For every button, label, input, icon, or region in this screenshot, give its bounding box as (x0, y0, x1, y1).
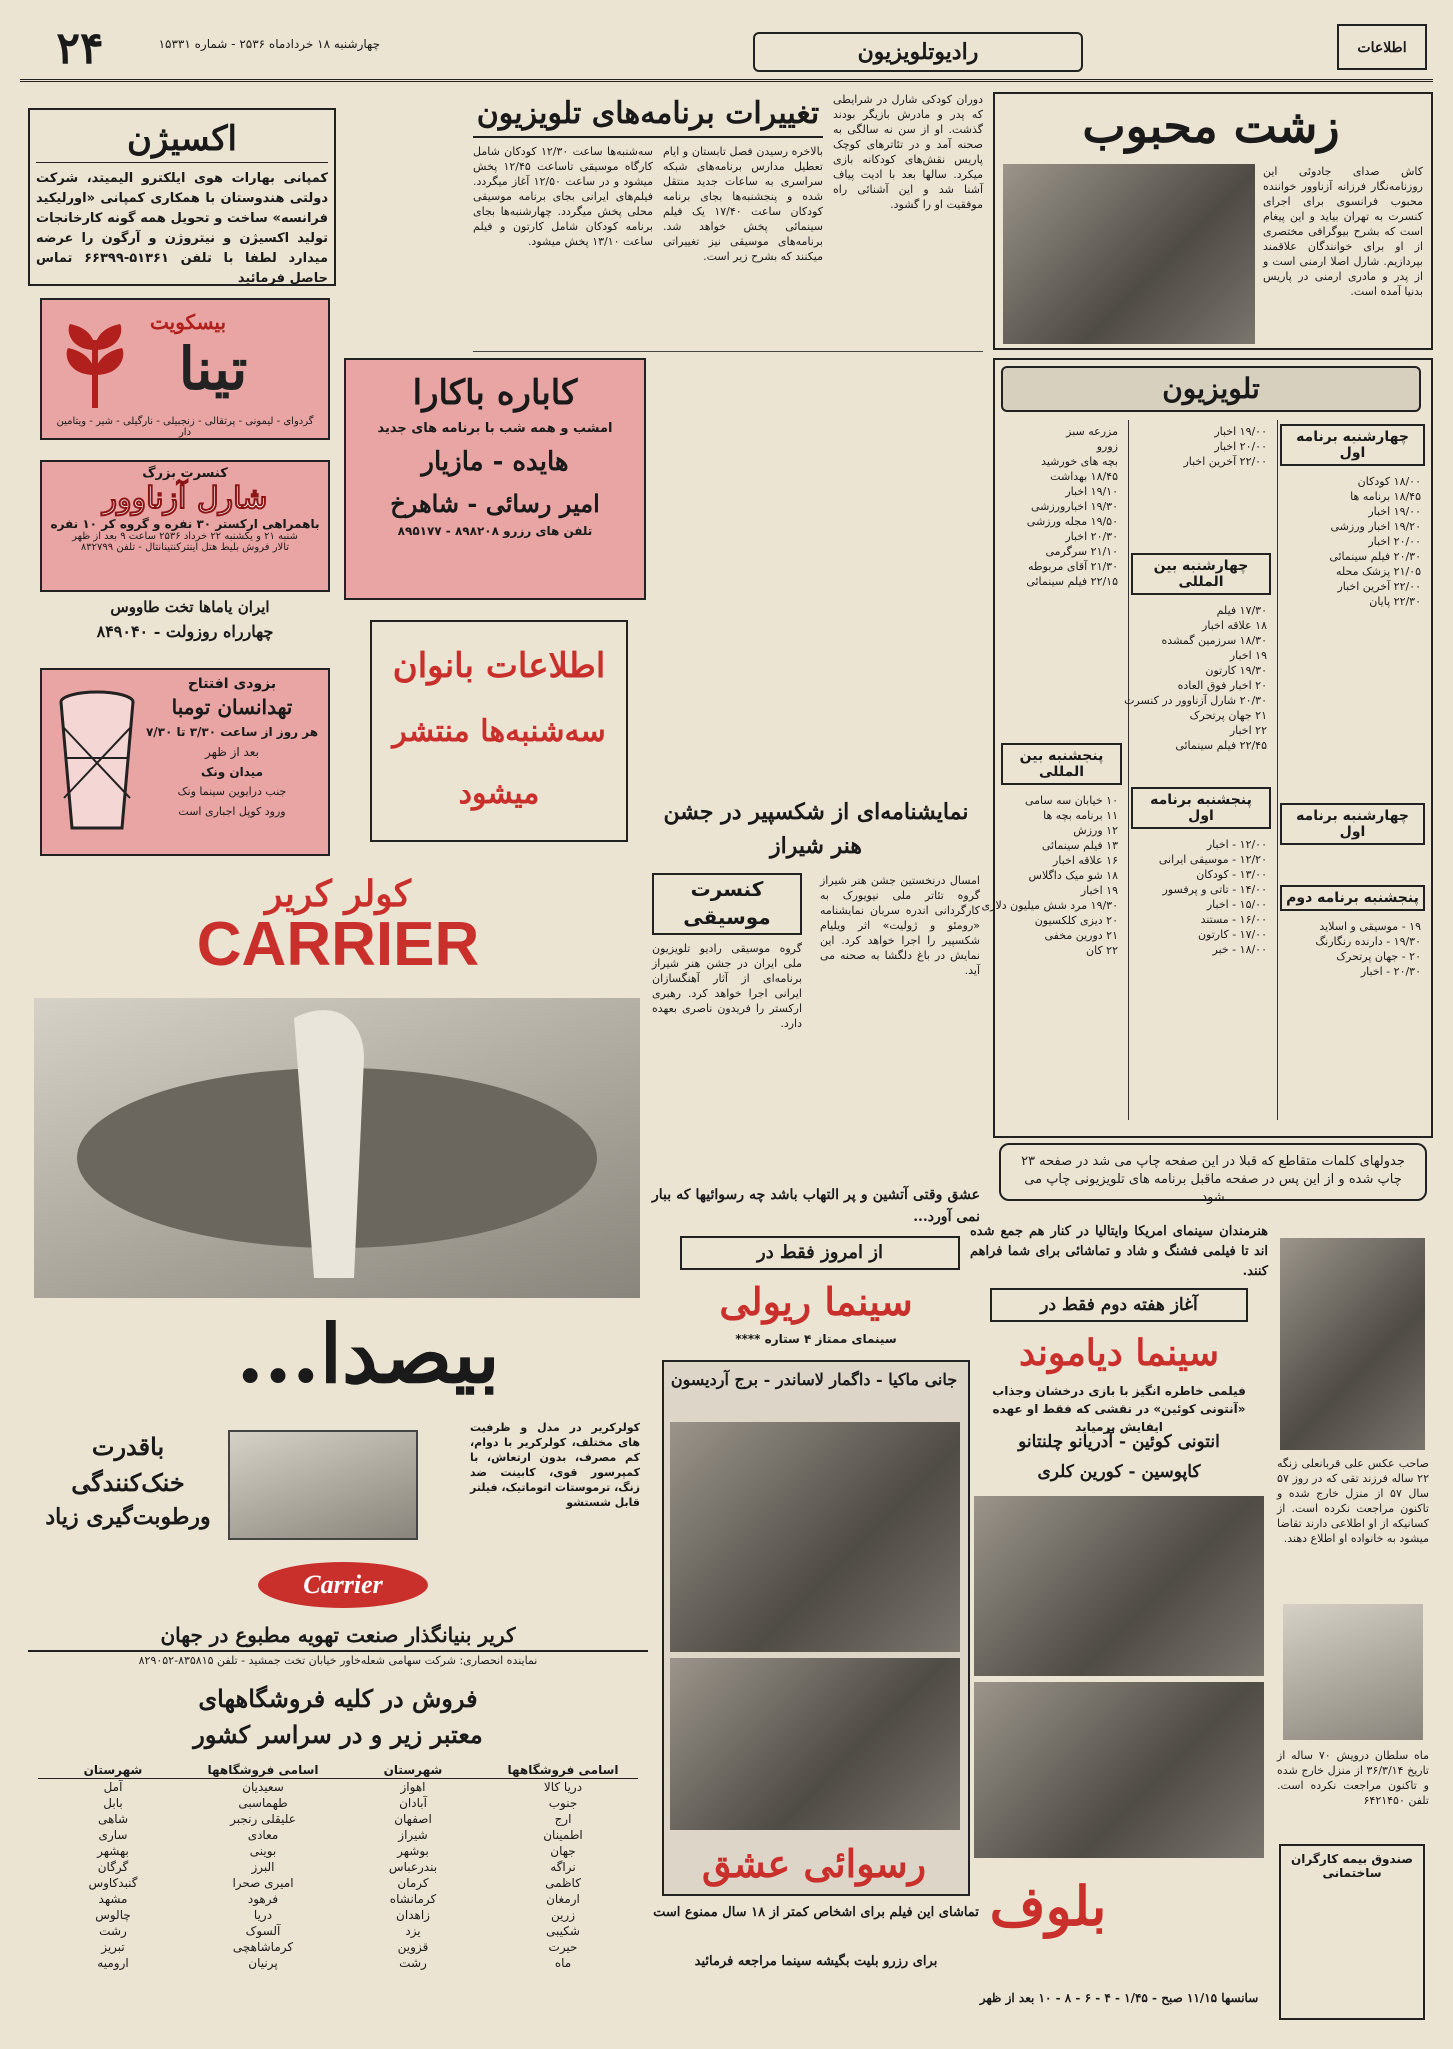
ad-oxygen (28, 108, 336, 286)
store-name: معادی (247, 1828, 279, 1842)
city-name: قزوین (397, 1940, 429, 1954)
section-title: رادیوتلویزیون (753, 32, 1083, 72)
section-header: پنجشنبه برنامه دوم (1280, 885, 1425, 911)
ad-title: کاباره باکارا (412, 373, 578, 413)
schedule-item: ۱۳/۰۰ - کودکان (1196, 868, 1267, 881)
schedule-item: ۱۸/۴۵ بهداشت (1050, 470, 1118, 483)
ad-carrier (28, 872, 648, 2032)
schedule-item: ۱۲ ورزش (1073, 824, 1118, 837)
ad-tagline: هنرمندان سینمای امریکا وایتالیا در کنار هم جمع شده اند تا فیلمی فشنگ و شاد و تماشائی برای شما فراهم کنند. (970, 1224, 1268, 1279)
film-still (974, 1682, 1264, 1858)
masthead (20, 18, 1433, 82)
city-name: گرگان (97, 1860, 129, 1874)
schedule-item: ۲۱/۰۵ پزشک محله (1335, 565, 1421, 578)
schedule-item: ۱۷/۳۰ فیلم (1216, 604, 1267, 617)
issue-date: چهارشنبه ۱۸ خردادماه ۲۵۳۶ - شماره ۱۵۳۳۱ (158, 37, 380, 51)
store-name: امیری صحرا (232, 1876, 294, 1890)
table-header: شهرستان (38, 1762, 188, 1779)
changes-col3: دوران کودکی شارل در شرایطی که پدر و مادرش بازیگر بودند گذشت. او از سن نه سالگی به صحنه آمد و در تئاترهای کوچک پاریس نقش‌های کودکانه بازی میکرد. سالها بعد با ادیت پیاف آشنا شد و این آشنائی راه موفقیت او را گشود. (833, 93, 983, 211)
schedule-item: ۱۸/۰۰ - خبر (1212, 943, 1267, 956)
carrier-sales: معتبر زیر و در سراسر کشور (193, 1720, 483, 1749)
schedule-item: ۱۵/۰۰ - اخبار (1206, 898, 1267, 911)
ad-yamaha: ایران یاماها تخت طاووس (110, 598, 270, 616)
page-number: ۲۴ (56, 23, 104, 74)
schedule-item: مزرعه سبز (1066, 425, 1118, 438)
ad-text (142, 676, 322, 854)
carrier-sales: فروش در کلیه فروشگاههای (198, 1684, 478, 1713)
schedule-item: ۱۹/۲۰ اخبار ورزشی (1330, 520, 1421, 533)
store-name: ماه (554, 1956, 572, 1970)
store-name: زرین (550, 1908, 576, 1922)
city-name: کرمانشاه (389, 1892, 437, 1906)
film-still (670, 1422, 960, 1652)
missing-man-photo (1280, 1238, 1425, 1450)
carrier-logo: Carrier (258, 1562, 428, 1608)
store-name: آلسوک (245, 1924, 281, 1938)
city-name: مشهد (98, 1892, 128, 1906)
schedule-item: ۱۳ فیلم سینمائی (1041, 839, 1118, 852)
city-name: ارومیه (97, 1956, 129, 1970)
store-name: اطمینان (543, 1828, 583, 1842)
schedule-item: بچه های خورشید (1041, 455, 1118, 468)
ad-line: بزودی افتتاح (187, 676, 277, 692)
ad-line: میشود (458, 776, 540, 811)
store-name: دریا کالا (543, 1780, 583, 1794)
schedule-item: ۲۲ کان (1086, 944, 1118, 957)
crossword-notice: جدولهای کلمات متقاطع که قبلا در این صفحه چاپ می شد در صفحه ۲۳ چاپ شده و از این پس در صفحه ماقبل برنامه های تلویزیونی چاپ می شود (999, 1143, 1427, 1201)
ad-title: تهدانسان تومبا (171, 695, 293, 719)
ad-sub: گردوای - لیمونی - پرتقالی - زنجبیلی - نارگیلی - شیر - ویتامین دار (56, 416, 314, 438)
schedule-item: ۱۹/۰۰ اخبار (1214, 425, 1267, 438)
schedule-item: ۲۰ اخبار فوق العاده (1177, 679, 1267, 692)
store-name: حیرت (548, 1940, 578, 1954)
ad-rexy (652, 1184, 980, 2034)
film-still (974, 1496, 1264, 1676)
schedule-item: زورو (1096, 440, 1118, 453)
ad-warning: تماشای این فیلم برای اشخاص کمتر از ۱۸ سال ممنوع است (653, 1905, 979, 1920)
ad-line: میدان ونک (200, 765, 264, 779)
store-name: شکیبی (546, 1924, 580, 1938)
insurance-ad: صندوق بیمه کارگران ساختمانی (1279, 1844, 1425, 2020)
changes-col1: سه‌شنبه‌ها ساعت ۱۲/۳۰ کودکان شامل کارگاه موسیقی تاساعت ۱۲/۴۵ پخش میشود و در ساعت ۱۲/۵۰ آغاز میگردد. فیلم‌های ایرانی بجای برنامه موسیقی محلی پخش میگردد. چهارشنبه‌ها بجای برنامه کودکان شامل کارتون و فیلم ساعت ۱۳/۱۰ پخش میشود. (473, 145, 654, 248)
schedule-item: ۱۱ برنامه بچه ها (1043, 809, 1118, 822)
ad-line: باهمراهی ارکستر ۳۰ نفره و گروه کر ۱۰ نفره (50, 517, 320, 531)
schedule-item: ۲۱/۳۰ آقای مربوطه (1028, 560, 1118, 573)
carrier-feature: باقدرت (91, 1432, 165, 1461)
store-name: البرز (251, 1860, 275, 1874)
schedule-item: ۲۱/۱۰ سرگرمی (1045, 545, 1118, 558)
ad-line: سه‌شنبه‌ها منتشر (392, 714, 606, 749)
schedule-item: ۱۹/۳۰ کارتون (1205, 664, 1267, 677)
schedule-item: ۱۹ - موسیقی و اسلاید (1319, 920, 1421, 933)
city-name: شیراز (398, 1828, 428, 1842)
ad-title: اکسیژن (36, 116, 328, 163)
ad-line: تالار فروش بلیط هتل اینترکنتینانتال - تلفن ۸۳۲۷۹۹ (80, 542, 290, 553)
ad-aznavour (40, 460, 330, 592)
store-col-left-stores (188, 1762, 338, 2022)
tv-schedule (981, 358, 1433, 1138)
film-still (670, 1658, 960, 1830)
schedule-item: ۲۰/۳۰ اخبار (1065, 530, 1118, 543)
schedule-col-right (1277, 420, 1427, 1120)
missing-woman-caption: ماه سلطان درویش ۷۰ ساله از تاریخ ۳۶/۳/۱۴ از منزل خارج شده و تاکنون مراجعت نکرده است. تلفن ۶۴۲۱۴۵۰ (1277, 1749, 1429, 1807)
store-name: علیقلی رنجبر (230, 1812, 296, 1826)
table-header: اسامی فروشگاهها (488, 1762, 638, 1779)
schedule-item: ۱۹ اخبار (1229, 649, 1267, 662)
schedule-item: ۱۸ علاقه اخبار (1202, 619, 1267, 632)
schedule-item: ۲۲/۳۰ پایان (1369, 595, 1421, 608)
ad-top: بیسکویت (149, 310, 227, 334)
store-name: نراگه (550, 1860, 576, 1874)
ad-cinema: سینما دیاموند (1018, 1332, 1220, 1374)
schedule-item: ۲۲/۱۵ فیلم سینمائی (1026, 575, 1118, 588)
ad-desc: فیلمی خاطره انگیز با بازی درخشان وجذاب «آنتونی کوئین» در نقشی که فقط او عهده ایفایش برمیاید (992, 1384, 1246, 1434)
ad-line: ورود کوپل اجباری است (178, 805, 286, 818)
ad-line: امیر رسائی - شاهرخ (390, 489, 600, 518)
schedule-item: ۲۰ - جهان پرتحرک (1336, 950, 1421, 963)
section-header: پنجشنبه برنامه اول (1131, 787, 1271, 829)
ad-line: امشب و همه شب با برنامه های جدید (377, 421, 613, 436)
city-name: تبریز (101, 1940, 125, 1954)
ad-poster (662, 1360, 970, 1896)
store-col-left-cities (38, 1762, 188, 2022)
schedule-item: ۱۹/۳۰ مرد شش میلیون دلاری (981, 899, 1118, 912)
carrier-agent: نماینده انحصاری: شرکت سهامی شعله‌خاور خیابان تخت جمشید - تلفن ۸۳۵۸۱۵-۸۲۹۰۵۲ (138, 1654, 538, 1667)
portrait-photo (1003, 164, 1255, 344)
store-name: فرهود (247, 1892, 279, 1906)
schedule-item: ۱۹/۰۰ اخبار (1368, 505, 1421, 518)
missing-woman-photo (1283, 1604, 1423, 1740)
carrier-feature: ورطوبت‌گیری زیاد (45, 1504, 211, 1530)
ad-line: بعد از ظهر (205, 745, 259, 759)
store-name: طهماسبی (238, 1796, 288, 1810)
ad-start: آغاز هفته دوم فقط در (990, 1288, 1248, 1322)
store-name: سعیدیان (242, 1780, 284, 1794)
ac-unit-photo (228, 1430, 418, 1540)
ad-line: هر روز از ساعت ۳/۳۰ تا ۷/۳۰ (145, 725, 319, 739)
carrier-feature: خنک‌کنندگی (71, 1468, 185, 1497)
ad-cinema: سینما ریولی (719, 1279, 913, 1324)
article-shakespeare (652, 795, 980, 1175)
schedule-item: ۱۹/۳۰ - دارنده رنگارنگ (1315, 935, 1421, 948)
store-name: ارمغان (546, 1892, 580, 1906)
schedule-item: ۲۲/۴۵ فیلم سینمائی (1175, 739, 1267, 752)
schedule-item: ۲۰/۳۰ شارل آزناوور در کنسرت (1124, 694, 1267, 707)
article-title: زشت محبوب (1082, 99, 1340, 153)
city-name: بندرعباس (388, 1860, 438, 1874)
ad-actors: انتونی کوئین - آدریانو چلنتانو (1018, 1432, 1220, 1452)
schedule-item: ۱۹/۱۰ اخبار (1065, 485, 1118, 498)
changes-col2: بالاخره رسیدن فصل تابستان و ایام تعطیل مدارس برنامه‌های شبکه سراسری به ساعات جدید منتقل شده و پنجشنبه‌ها بجای برنامه کودکان ساعت ۱۷/۴۰ یک فیلم سینمائی پخش خواهد شد. برنامه‌های موسیقی نیز تغییراتی میکنند که بشرح زیر است. (663, 145, 823, 263)
drum-icon (52, 688, 142, 838)
schedule-item: ۲۰/۳۰ - اخبار (1360, 965, 1421, 978)
ad-cabaret (344, 358, 646, 600)
ad-actors: جانی ماکیا - داگمار لاساندر - برج آردیسون (670, 1370, 958, 1389)
schedule-col-middle (1124, 420, 1273, 1120)
ad-brand: تینا (178, 335, 248, 403)
missing-man-caption: صاحب عکس علی قربانعلی زنگه ۲۲ ساله فرزند تقی که در روز ۵۷ سال ۵۷ از منزل خارج شده و تاکنون مراجعت نکرده است. از کسانیکه از او اطلاعی دارند تقاضا میشود به خانواده او اطلاع دهند. (1277, 1457, 1429, 1545)
city-name: بابل (103, 1796, 123, 1810)
store-name: کرماشاهچی (232, 1940, 294, 1954)
schedule-item: ۲۱ دورین مخفی (1044, 929, 1118, 942)
city-name: یزد (405, 1924, 421, 1938)
store-name: جهان (550, 1844, 576, 1858)
carrier-en-title: CARRIER (196, 910, 480, 979)
carrier-specs: کولرکریر در مدل و ظرفیت های مختلف، کولرکریر با دوام، کم مصرف، بدون ارتعاش، با کمپرسور قوی، کابینت ضد زنگ، ترموستات اتوماتیک، فیلتر قابل شستشو (470, 1421, 640, 1509)
ad-phone: تلفن های رزرو ۸۹۸۲۰۸ - ۸۹۵۱۷۷ (397, 524, 593, 538)
schedule-item: ۱۸/۳۰ سرزمین گمشده (1161, 634, 1267, 647)
ad-tina (40, 298, 330, 440)
schedule-col-left (981, 420, 1124, 1120)
schedule-item: ۱۷/۰۰ - کارتون (1197, 928, 1267, 941)
schedule-title: تلویزیون (1001, 366, 1421, 412)
concert-body: گروه موسیقی رادیو تلویزیون ملی ایران در جشن هنر شیراز برنامه‌ای از آثار آهنگسازان ایرانی اجرا خواهد کرد. رهبری ارکستر را فریدون ناصری بعهده دارد. (652, 942, 802, 1030)
city-name: کرمان (397, 1876, 429, 1890)
schedule-item: ۱۶/۰۰ - مستند (1200, 913, 1267, 926)
schedule-item: ۱۹ اخبار (1080, 884, 1118, 897)
ad-yamaha-address: چهارراه روزولت - ۸۴۹۰۴۰ (96, 622, 274, 641)
schedule-item: ۱۸/۴۵ برنامه ها (1350, 490, 1421, 503)
logo: اطلاعات (1337, 24, 1427, 70)
city-name: زاهدان (396, 1908, 430, 1922)
city-name: بوشهر (397, 1844, 429, 1858)
section-header: چهارشنبه بین المللی (1131, 553, 1271, 595)
city-name: اصفهان (394, 1812, 432, 1826)
store-table (38, 1762, 638, 2022)
ad-body: کمپانی بهارات هوی ایلکترو الیمیتد، شرکت دولتی هندوستان با همکاری کمپانی «اورلیکید فرانسه» ساخت و تحویل همه گونه کارخانجات تولید اکسیژن و نیتروژن و آرگون را عرضه میدارد لطفا با تلفن ۵۱۳۶۱-۶۶۳۹۹ تماس حاصل فرمائید (36, 171, 328, 286)
article-title: نمایشنامه‌ای از شکسپیر در جشن هنر شیراز (663, 799, 969, 859)
schedule-item: ۲۲ اخبار (1229, 724, 1267, 737)
store-name: کاظمی (545, 1876, 581, 1890)
section-header: پنجشنبه بین المللی (1001, 743, 1122, 785)
ad-line: اطلاعات بانوان (392, 646, 606, 686)
schedule-item: ۱۹/۳۰ اخبارورزشی (1030, 500, 1118, 513)
city-name: بهشهر (97, 1844, 129, 1858)
article-title: تغییرات برنامه‌های تلویزیون (473, 92, 823, 138)
ad-film-title: رسوائی عشق (701, 1841, 927, 1886)
concert-title: کنسرت موسیقی (652, 873, 802, 935)
ad-line: کنسرت بزرگ (142, 466, 228, 481)
city-name: ساری (98, 1828, 128, 1842)
ad-line: جنب درایوین سینما ونک (177, 785, 287, 798)
ad-film-title: بلوف (989, 1874, 1107, 1938)
schedule-item: ۱۸/۰۰ کودکان (1357, 475, 1421, 488)
schedule-item: ۲۰/۰۰ اخبار (1368, 535, 1421, 548)
city-name: آبادان (399, 1796, 427, 1810)
city-name: شاهی (97, 1812, 129, 1826)
ad-ettelaat-banovan (370, 620, 628, 842)
article-body: امسال درنخستین جشن هنر شیراز گروه تئاتر ملی نیویورک به کارگردانی اندره سربان نمایشنامه «رومئو و ژولیت» اثر ویلیام شکسپیر را اجرا خواهد کرد. این نمایش در باغ دلگشا به صحنه می آید. (820, 874, 980, 977)
ad-showtimes: سانسها ۱۱/۱۵ صبح - ۱/۴۵ - ۴ - ۶ - ۸ - ۱۰ بعد از ظهر (979, 1991, 1259, 2005)
schedule-item: ۱۹/۵۰ مجله ورزشی (1026, 515, 1118, 528)
city-name: اهواز (400, 1780, 426, 1794)
store-name: جنوب (548, 1796, 578, 1810)
ad-actors: کاپوسین - کورین کلری (1037, 1462, 1201, 1482)
carrier-headline: بیصدا... (236, 1307, 500, 1401)
schedule-item: ۲۲/۰۰ آخرین اخبار (1183, 455, 1267, 468)
schedule-item: ۱۸ شو میک داگلاس (1028, 869, 1118, 882)
store-col-right-stores (488, 1762, 638, 2022)
lips-photo (34, 998, 640, 1298)
store-name: دریا (253, 1908, 273, 1922)
city-name: چالوس (95, 1908, 131, 1922)
store-col-right-cities (338, 1762, 488, 2022)
ad-tumba (40, 668, 330, 856)
ad-title: شارل آزناوور (102, 481, 268, 516)
city-name: رشت (99, 1924, 127, 1938)
ad-stars: سینمای ممتاز ۴ ستاره **** (735, 1332, 897, 1346)
ad-line: شنبه ۲۱ و یکشنبه ۲۲ خرداد ۲۵۳۶ ساعت ۹ بعد از ظهر (72, 531, 298, 542)
store-name: پرنیان (248, 1956, 278, 1970)
section-header: چهارشنبه برنامه اول (1280, 424, 1425, 466)
city-name: رشت (399, 1956, 427, 1970)
article-body: کاش صدای جادوئی این روزنامه‌نگار فرزانه آزناوور خواننده محبوب فرانسوی برای اجرای کنسرت به تهران بیاید و این پیغام است که بشرح بیوگرافی مختصری از او برای خوانندگان علاقمند بپردازیم. شارل اصلا ارمنی است و از پدر و مادری ارمنی در پاریس بدنیا آمده است. (1263, 165, 1423, 298)
section-header: چهارشنبه برنامه اول (1280, 803, 1425, 845)
schedule-item: ۱۲/۰۰ - اخبار (1206, 838, 1267, 851)
schedule-item: ۲۰/۰۰ اخبار (1214, 440, 1267, 453)
schedule-item: ۲۰ دیزی کلکسیون (1034, 914, 1118, 927)
store-name: بوینی (249, 1844, 277, 1858)
ad-line: هایده - مازیار (421, 447, 569, 477)
schedule-item: ۱۴/۰۰ - تاتی و پرفسور (1162, 883, 1267, 896)
article-tv-changes (473, 92, 983, 352)
table-header: شهرستان (338, 1762, 488, 1779)
carrier-bar: کریر بنیانگذار صنعت تهویه مطبوع در جهان (28, 1618, 648, 1652)
carrier-fa-title: کولر کریر (265, 873, 411, 915)
city-name: گنبدکاوس (88, 1876, 138, 1890)
schedule-item: ۱۲/۲۰ - موسیقی ایرانی (1158, 853, 1267, 866)
ad-from: از امروز فقط در (680, 1236, 960, 1270)
ad-reserve: برای رزرو بلیت بگیشه سینما مراجعه فرمائید (694, 1954, 938, 1969)
table-header: اسامی فروشگاهها (188, 1762, 338, 1779)
schedule-item: ۱۰ خیابان سه سامی (1024, 794, 1118, 807)
schedule-item: ۲۱ جهان پرتحرک (1189, 709, 1267, 722)
schedule-item: ۲۲/۰۰ آخرین اخبار (1337, 580, 1421, 593)
store-name: ارج (554, 1812, 572, 1826)
schedule-item: ۲۰/۳۰ فیلم سینمائی (1329, 550, 1421, 563)
city-name: آمل (103, 1780, 123, 1794)
schedule-item: ۱۶ علاقه اخبار (1053, 854, 1118, 867)
ad-diamond (970, 1222, 1268, 2034)
article-zesht (993, 92, 1433, 350)
ad-tagline: عشق وقتی آتشین و پر التهاب باشد چه رسوائیها که ببار نمی آورد... (652, 1187, 980, 1225)
